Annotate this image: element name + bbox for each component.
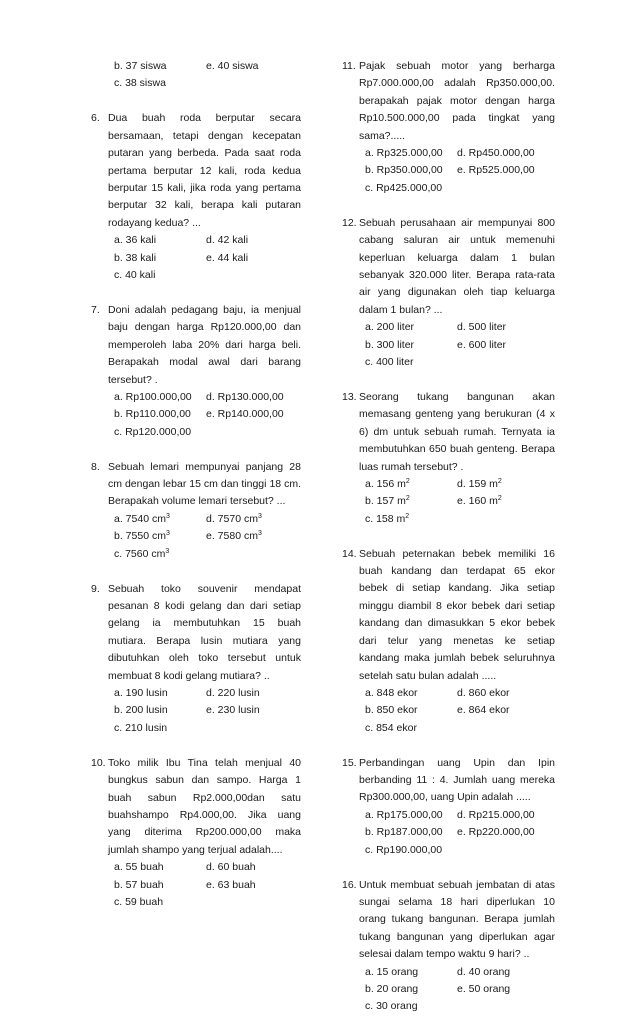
answer-option-row — [108, 406, 301, 423]
answer-option[interactable] — [457, 337, 506, 354]
unit-exponent: 2 — [497, 477, 502, 485]
answer-option-label: e. Rp140.000,00 — [206, 408, 284, 421]
unit-exponent: 2 — [405, 512, 410, 520]
answer-option-row — [359, 842, 555, 859]
answer-option[interactable] — [365, 319, 457, 336]
left-column — [91, 58, 301, 911]
answer-option[interactable] — [365, 354, 457, 371]
answer-option-row — [359, 180, 555, 197]
answer-option[interactable] — [114, 720, 206, 737]
answer-option[interactable] — [114, 511, 206, 528]
answer-option-row — [359, 493, 555, 510]
answer-option-row — [359, 162, 555, 179]
answer-option[interactable] — [457, 964, 510, 981]
answer-option-label: d. 7570 cm — [206, 512, 258, 525]
answer-option[interactable] — [365, 145, 457, 162]
unit-exponent: 3 — [165, 547, 170, 555]
answer-option-label: c. 7560 cm — [114, 547, 166, 560]
answer-option-label: b. 850 ekor — [365, 704, 418, 717]
answer-option-label: a. 15 orang — [365, 965, 419, 978]
answer-option-row — [359, 476, 555, 493]
answer-option-label: c. Rp425.000,00 — [365, 181, 443, 194]
answer-option-label: d. 159 m — [457, 477, 498, 490]
question-text: Untuk membuat sebuah jembatan di atas sungai selama 18 hari diperlukan 10 orang tukang bangunan. Berapa jumlah tukang bangunan yang diperlukan agar selesai dalam tempo waktu 9 hari? .. — [359, 878, 555, 961]
answer-option-label: b. 20 orang — [365, 983, 419, 995]
answer-option[interactable] — [457, 476, 502, 493]
answer-option-row — [108, 894, 301, 911]
question-q7 — [91, 302, 301, 441]
answer-option-label: c. 59 buah — [114, 895, 164, 908]
answer-option-label: e. 600 liter — [457, 338, 507, 351]
unit-exponent: 3 — [165, 530, 170, 538]
answer-option-row — [108, 511, 301, 528]
answer-option[interactable] — [365, 685, 457, 702]
answer-option-label: c. 158 m — [365, 512, 406, 525]
answer-option-row — [359, 319, 555, 336]
answer-option[interactable] — [114, 702, 206, 719]
answer-option-label: d. 220 lusin — [206, 687, 260, 699]
question-gap — [91, 737, 301, 755]
answer-option[interactable] — [365, 180, 457, 197]
answer-option[interactable] — [114, 877, 206, 894]
answer-option-label: c. 40 kali — [114, 268, 156, 281]
answer-option[interactable] — [206, 859, 256, 876]
question-number: 8. — [91, 460, 100, 473]
answer-option[interactable] — [365, 162, 457, 179]
answer-option-label: b. 7550 cm — [114, 530, 166, 543]
question-gap — [342, 528, 555, 546]
unit-exponent: 3 — [257, 512, 262, 520]
answer-option-row — [359, 337, 555, 354]
answer-option[interactable] — [114, 58, 206, 75]
answer-option-row — [108, 702, 301, 719]
answer-option-label: b. 57 buah — [114, 878, 164, 891]
question-q16 — [342, 877, 555, 1016]
answer-option[interactable] — [206, 232, 248, 249]
answer-option-label: d. 860 ekor — [457, 686, 510, 699]
answer-option-label: b. 37 siswa — [114, 60, 167, 72]
answer-option[interactable] — [457, 824, 535, 841]
unit-exponent: 2 — [405, 495, 410, 503]
question-q13 — [342, 389, 555, 528]
question-q10 — [91, 755, 301, 912]
answer-option[interactable] — [365, 476, 457, 493]
answer-option[interactable] — [457, 319, 506, 336]
question-q5-tail — [91, 58, 301, 93]
question-number: 15. — [342, 756, 357, 769]
answer-option-label: d. Rp215.000,00 — [457, 808, 535, 821]
answer-option-label: a. 190 lusin — [114, 687, 168, 699]
answer-option-row — [108, 877, 301, 894]
answer-option-label: c. 400 liter — [365, 356, 414, 368]
answer-option-label: b. Rp110.000,00 — [114, 408, 191, 421]
answer-option-label: d. 500 liter — [457, 321, 507, 334]
right-column — [342, 58, 555, 1016]
answer-option[interactable] — [365, 720, 457, 737]
answer-option[interactable] — [206, 528, 262, 545]
question-text: Toko milik Ibu Tina telah menjual 40 bungkus sabun dan sampo. Harga 1 buah sabun Rp2.000,00dan satu buahshampo Rp4.000,00. Jika uang yang diterima Rp200.000,00 maka jumlah shampo yang terjual adalah.... — [108, 756, 301, 856]
question-text: Sebuah toko souvenir mendapat pesanan 8 kodi gelang dan dari setiap gelang ia membutuhkan 15 buah mutiara. Berapa lusin mutiara yang dibutuhkan oleh toko tersebut untuk membuat 8 kodi gelang mutiara? .. — [108, 582, 301, 682]
answer-option[interactable] — [365, 702, 457, 719]
answer-option[interactable] — [114, 267, 206, 284]
answer-option-label: b. 157 m — [365, 495, 406, 508]
question-number: 14. — [342, 547, 357, 560]
answer-option-row — [359, 981, 555, 998]
question-gap — [91, 563, 301, 581]
answer-option[interactable] — [114, 75, 206, 92]
answer-option[interactable] — [365, 824, 457, 841]
answer-option-label: e. Rp220.000,00 — [457, 826, 535, 839]
answer-option-label: c. 210 lusin — [114, 721, 168, 734]
question-q15 — [342, 755, 555, 859]
question-number: 13. — [342, 390, 357, 403]
answer-option[interactable] — [365, 998, 457, 1015]
answer-option-row — [359, 824, 555, 841]
answer-option[interactable] — [457, 162, 535, 179]
answer-option[interactable] — [114, 685, 206, 702]
answer-option[interactable] — [114, 859, 206, 876]
answer-option-label: e. 160 m — [457, 495, 498, 508]
unit-exponent: 3 — [165, 512, 170, 520]
answer-option[interactable] — [114, 894, 206, 911]
answer-option-row — [359, 998, 555, 1015]
answer-option-row — [108, 859, 301, 876]
answer-option[interactable] — [365, 337, 457, 354]
answer-option[interactable] — [114, 250, 206, 267]
question-number: 6. — [91, 112, 100, 125]
answer-option-row — [108, 546, 301, 563]
question-number: 10. — [91, 756, 106, 769]
answer-option[interactable] — [365, 493, 457, 510]
answer-option-label: b. 200 lusin — [114, 704, 168, 717]
answer-option[interactable] — [457, 685, 510, 702]
answer-option-label: e. 50 orang — [457, 983, 511, 995]
answer-option-row — [359, 702, 555, 719]
question-text: Dua buah roda berputar secara bersamaan, tetapi dengan kecepatan putaran yang berbeda. Pada saat roda pertama berputar 12 kali, roda kedua berputar 15 kali, jika roda yang pertama berputar 32 kali, berapa kali putaran rodayang kedua? ... — [108, 112, 301, 229]
answer-option-row — [108, 58, 301, 75]
answer-option[interactable] — [114, 406, 206, 423]
answer-option-row — [359, 807, 555, 824]
answer-option-label: d. 40 orang — [457, 965, 511, 978]
question-number: 9. — [91, 582, 100, 595]
question-q9 — [91, 581, 301, 738]
answer-option-row — [108, 720, 301, 737]
answer-option-row — [359, 511, 555, 528]
answer-option-row — [108, 75, 301, 92]
answer-option-label: b. 300 liter — [365, 338, 415, 351]
answer-option-row — [108, 232, 301, 249]
answer-option-label: e. 40 siswa — [206, 60, 259, 72]
answer-option-row — [108, 685, 301, 702]
answer-option-label: b. 38 kali — [114, 251, 157, 264]
answer-option[interactable] — [457, 145, 535, 162]
question-gap — [91, 93, 301, 111]
question-number: 12. — [342, 216, 357, 229]
question-text: Sebuah perusahaan air mempunyai 800 cabang saluran air untuk memenuhi keperluan keluarga dalam 1 bulan sebanyak 320.000 liter. Berapa rata-rata air yang digunakan oleh tiap keluarga dalam 1 bulan? ... — [359, 216, 555, 316]
answer-option[interactable] — [365, 842, 457, 859]
unit-exponent: 2 — [497, 495, 502, 503]
unit-exponent: 2 — [405, 477, 410, 485]
answer-option-row — [108, 424, 301, 441]
answer-option[interactable] — [365, 807, 457, 824]
question-number: 16. — [342, 878, 357, 891]
answer-option[interactable] — [114, 232, 206, 249]
question-q8 — [91, 459, 301, 563]
answer-option-row — [359, 720, 555, 737]
answer-option-label: a. 55 buah — [114, 861, 164, 874]
question-text: Sebuah lemari mempunyai panjang 28 cm dengan lebar 15 cm dan tinggi 18 cm. Berapakah volume lemari tersebut? ... — [108, 460, 301, 508]
answer-option-label: d. Rp130.000,00 — [206, 390, 284, 403]
answer-option-label: c. 30 orang — [365, 1000, 418, 1013]
answer-option[interactable] — [206, 389, 284, 406]
answer-option[interactable] — [457, 981, 510, 998]
answer-option[interactable] — [457, 702, 510, 719]
answer-option-label: a. Rp100.000,00 — [114, 390, 192, 403]
answer-option-label: e. 63 buah — [206, 878, 256, 891]
answer-option-label: e. 864 ekor — [457, 704, 510, 717]
question-gap — [342, 737, 555, 755]
answer-option-label: c. Rp120.000,00 — [114, 425, 192, 438]
answer-option-label: c. Rp190.000,00 — [365, 843, 443, 856]
answer-option-label: a. Rp325.000,00 — [365, 147, 443, 160]
question-text: Seorang tukang bangunan akan memasang genteng yang berukuran (4 x 6) dm untuk sebuah rumah. Ternyata ia membutuhkan 650 buah genteng. Berapa luas rumah tersebut? . — [359, 390, 555, 473]
answer-option-label: d. 60 buah — [206, 861, 256, 874]
answer-option-row — [359, 964, 555, 981]
question-text: Doni adalah pedagang baju, ia menjual baju dengan harga Rp120.000,00 dan memperoleh laba 20% dari harga beli. Berapakah modal awal dari barang tersebut? . — [108, 303, 301, 386]
answer-option-label: c. 854 ekor — [365, 721, 417, 734]
answer-option[interactable] — [457, 493, 502, 510]
answer-option-label: b. Rp187.000,00 — [365, 826, 443, 839]
answer-option[interactable] — [365, 981, 457, 998]
question-gap — [91, 284, 301, 302]
answer-option-row — [359, 354, 555, 371]
question-q11 — [342, 58, 555, 197]
question-q14 — [342, 546, 555, 737]
answer-option-row — [359, 145, 555, 162]
answer-option-label: e. Rp525.000,00 — [457, 164, 535, 177]
answer-option[interactable] — [206, 685, 260, 702]
unit-exponent: 3 — [257, 530, 262, 538]
question-gap — [342, 371, 555, 389]
answer-option-label: d. 42 kali — [206, 234, 249, 247]
answer-option[interactable] — [114, 546, 206, 563]
answer-option-row — [108, 267, 301, 284]
answer-option[interactable] — [206, 58, 259, 75]
answer-option-label: d. Rp450.000,00 — [457, 147, 535, 160]
answer-option-label: a. 156 m — [365, 477, 406, 490]
answer-option-label: a. 7540 cm — [114, 512, 166, 525]
answer-option[interactable] — [365, 964, 457, 981]
question-text: Perbandingan uang Upin dan Ipin berbanding 11 : 4. Jumlah uang mereka Rp300.000,00, uang Upin adalah ..... — [359, 756, 555, 804]
answer-option-label: e. 7580 cm — [206, 530, 258, 543]
answer-option[interactable] — [206, 250, 248, 267]
answer-option-label: c. 38 siswa — [114, 77, 166, 90]
answer-option-label: a. 848 ekor — [365, 686, 418, 699]
answer-option-row — [359, 685, 555, 702]
answer-option-label: a. 200 liter — [365, 321, 415, 334]
answer-option-label: e. 230 lusin — [206, 704, 260, 717]
question-gap — [91, 441, 301, 459]
question-number: 11. — [342, 60, 356, 72]
answer-option[interactable] — [206, 511, 262, 528]
answer-option[interactable] — [457, 807, 535, 824]
answer-option[interactable] — [206, 702, 260, 719]
question-q12 — [342, 215, 555, 372]
answer-option[interactable] — [206, 877, 256, 894]
answer-option-row — [108, 389, 301, 406]
question-gap — [342, 859, 555, 877]
answer-option-label: b. Rp350.000,00 — [365, 164, 443, 177]
question-text: Pajak sebuah motor yang berharga Rp7.000.000,00 adalah Rp350.000,00. berapakah pajak motor dengan harga Rp10.500.000,00 pada tingkat yang sama?..... — [359, 60, 555, 142]
answer-option[interactable] — [365, 511, 457, 528]
answer-option-label: a. 36 kali — [114, 234, 157, 247]
question-number: 7. — [91, 303, 100, 316]
answer-option-label: e. 44 kali — [206, 251, 249, 264]
question-q6 — [91, 110, 301, 284]
answer-option-row — [108, 528, 301, 545]
answer-option[interactable] — [114, 389, 206, 406]
question-gap — [342, 197, 555, 215]
question-text: Sebuah peternakan bebek memiliki 16 buah kandang dan terdapat 65 ekor bebek di setiap kandang. Jika setiap minggu diambil 8 ekor bebek dari setiap kandang dan dimasukkan 5 ekor bebek dari telur yang menetas ke setiap kandang maka jumlah bebek seluruhnya setelah satu bulan adalah ..... — [359, 547, 555, 682]
answer-option-label: a. Rp175.000,00 — [365, 808, 443, 821]
answer-option[interactable] — [114, 528, 206, 545]
answer-option[interactable] — [206, 406, 284, 423]
answer-option-row — [108, 250, 301, 267]
answer-option[interactable] — [114, 424, 206, 441]
